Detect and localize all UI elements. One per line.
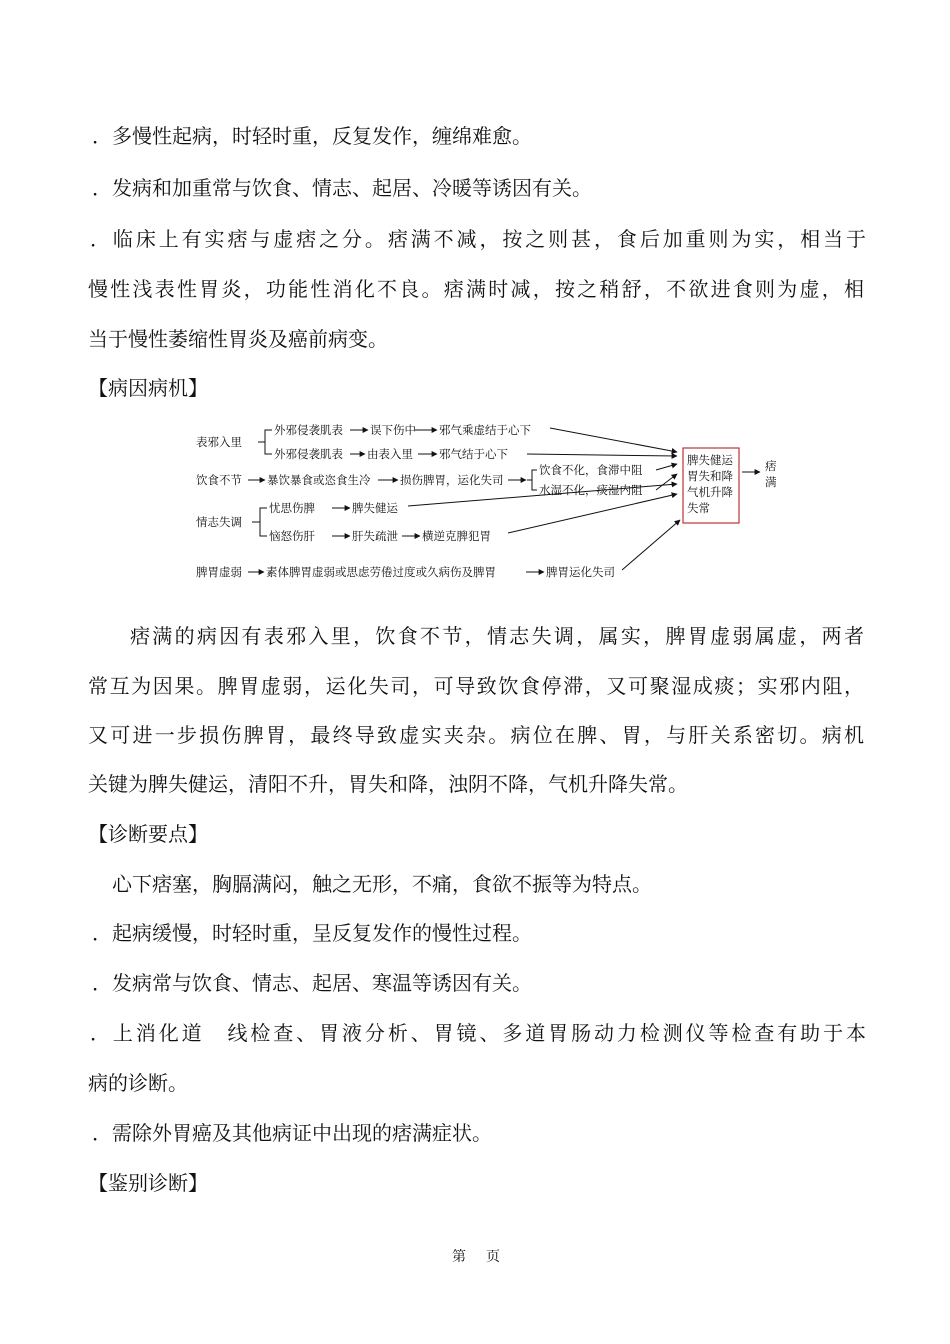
paragraph-line: 关键为脾失健运，清阳不升，胃失和降，浊阴不降，气机升降失常。 (88, 772, 688, 796)
paragraph-line: 常互为因果。脾胃虚弱，运化失司，可导致饮食停滞，又可聚湿成痰；实邪内阻， (88, 674, 864, 698)
cause-text: 脾失健运 (352, 501, 398, 515)
paragraph-line: 痞满的病因有表邪入里，饮食不节，情志失调，属实，脾胃虚弱属虚，两者 (130, 624, 864, 648)
result-text: 满 (765, 475, 777, 489)
section-heading-diagnosis: 【诊断要点】 (88, 822, 208, 846)
paragraph-line: 又可进一步损伤脾胃，最终导致虚实夹杂。病位在脾、胃，与肝关系密切。病机 (88, 723, 864, 747)
cause-diet: 饮食不节 (196, 473, 242, 487)
bullet-line: ．需除外胃癌及其他病证中出现的痞满症状。 (92, 1121, 492, 1145)
cause-text: 肝失疏泄 (352, 529, 398, 543)
cause-text: 损伤脾胃，运化失司 (400, 473, 504, 487)
bullet-line-3: ．临床上有实痞与虚痞之分。痞满不减，按之则甚，食后加重则为实，相当于 (90, 227, 866, 251)
cause-spleen-weakness: 脾胃虚弱 (196, 565, 242, 579)
paragraph-line: 心下痞塞，胸膈满闷，触之无形，不痛，食欲不振等为特点。 (112, 872, 652, 896)
cause-text: 饮食不化，食滞中阻 (539, 463, 643, 477)
cause-text: 外邪侵袭肌表 (274, 447, 343, 461)
bullet-line-2: ．发病和加重常与饮食、情志、起居、冷暖等诱因有关。 (92, 176, 592, 200)
cause-text: 邪气结于心下 (439, 447, 508, 461)
bullet-line: ．上消化道 线检查、胃液分析、胃镜、多道胃肠动力检测仪等检查有助于本 (90, 1021, 866, 1045)
paragraph-line: 慢性浅表性胃炎，功能性消化不良。痞满时减，按之稍舒，不欲进食则为虚，相 (88, 277, 864, 301)
cause-text: 脾胃运化失司 (546, 565, 615, 579)
mechanism-box-line: 脾失健运 (687, 453, 733, 467)
bullet-line: ．发病常与饮食、情志、起居、寒温等诱因有关。 (92, 971, 532, 995)
mechanism-box-line: 失常 (687, 501, 710, 515)
page-footer-prefix: 第 (452, 1249, 466, 1265)
cause-text: 水湿不化，痰湿内阻 (539, 483, 643, 497)
mechanism-box-line: 胃失和降 (687, 469, 733, 483)
cause-exterior: 表邪入里 (196, 435, 242, 449)
result-text: 痞 (765, 459, 777, 473)
paragraph-line: 当于慢性萎缩性胃炎及癌前病变。 (88, 327, 388, 351)
cause-text: 误下伤中 (370, 423, 416, 437)
bullet-line-1: ．多慢性起病，时轻时重，反复发作，缠绵难愈。 (92, 124, 532, 148)
section-heading-differential: 【鉴别诊断】 (88, 1171, 208, 1195)
page-footer-suffix: 页 (486, 1249, 500, 1265)
paragraph-line: 病的诊断。 (88, 1071, 188, 1095)
section-heading-etiology: 【病因病机】 (88, 376, 208, 400)
cause-emotion: 情志失调 (196, 515, 242, 529)
cause-text: 暴饮暴食或恣食生冷 (267, 473, 371, 487)
cause-text: 横逆克脾犯胃 (422, 529, 491, 543)
bullet-line: ．起病缓慢，时轻时重，呈反复发作的慢性过程。 (92, 921, 532, 945)
etiology-diagram (190, 408, 790, 586)
cause-text: 忧思伤脾 (269, 501, 315, 515)
cause-text: 恼怒伤肝 (269, 529, 315, 543)
mechanism-box-line: 气机升降 (687, 485, 733, 499)
cause-text: 外邪侵袭肌表 (274, 423, 343, 437)
cause-text: 邪气乘虚结于心下 (439, 423, 531, 437)
cause-text: 由表入里 (367, 447, 413, 461)
cause-text: 素体脾胃虚弱或思虑劳倦过度或久病伤及脾胃 (266, 565, 496, 579)
